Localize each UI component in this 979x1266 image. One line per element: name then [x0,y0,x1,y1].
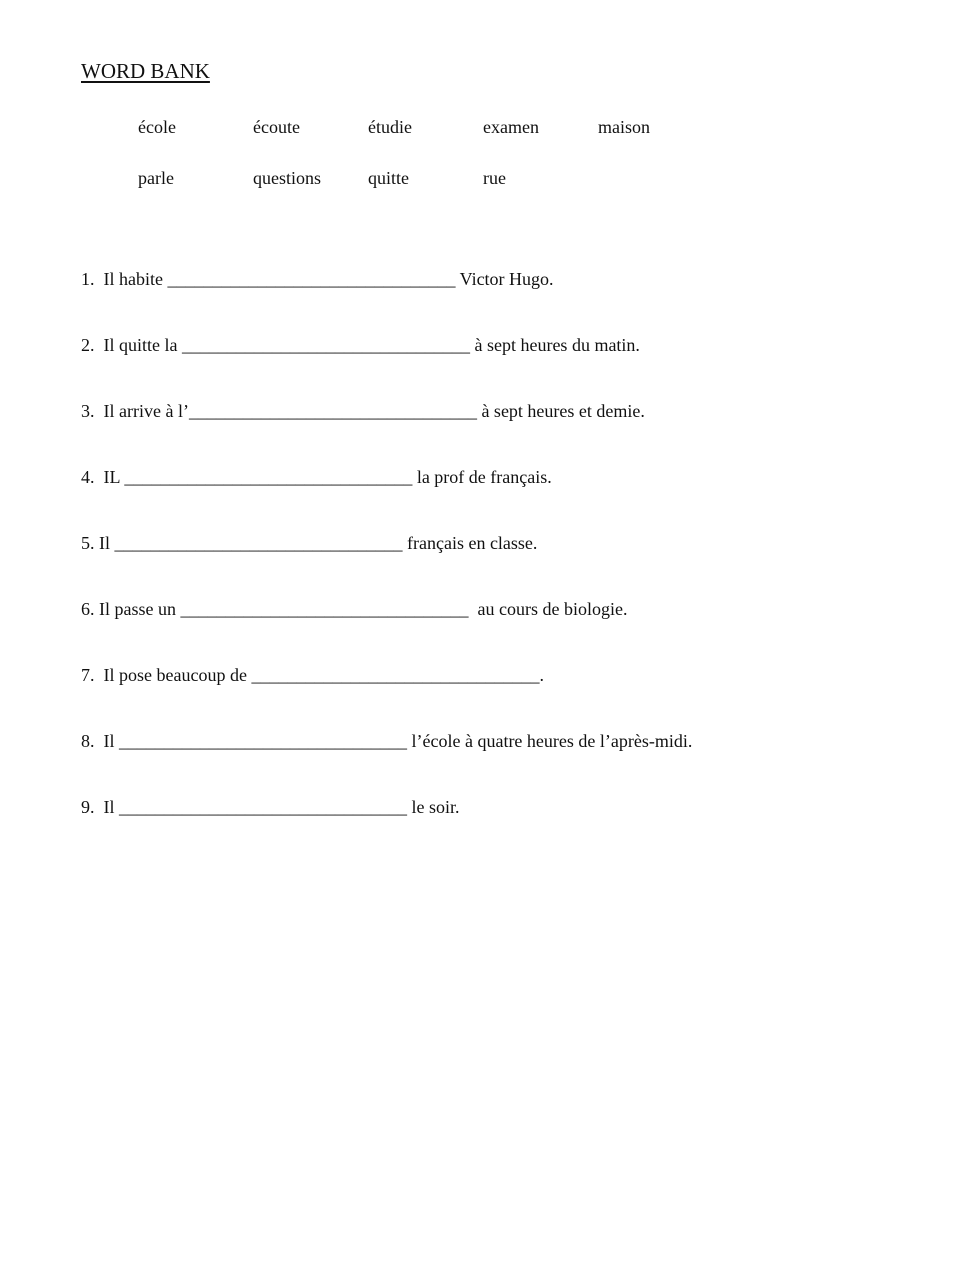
question-3: 3. Il arrive à l’________________________________ à sept heures et demie. [81,401,645,421]
word-bank-item: écoute [253,117,300,137]
word-bank-item: quitte [368,168,409,188]
question-1: 1. Il habite ________________________________ Victor Hugo. [81,269,554,289]
question-9: 9. Il ________________________________ le soir. [81,797,460,817]
word-bank-item: parle [138,168,174,188]
question-2: 2. Il quitte la ________________________________ à sept heures du matin. [81,335,640,355]
word-bank-item: examen [483,117,539,137]
word-bank-item: étudie [368,117,412,137]
question-7: 7. Il pose beaucoup de ________________________________. [81,665,544,685]
question-6: 6. Il passe un ________________________________ au cours de biologie. [81,599,628,619]
word-bank-item: rue [483,168,506,188]
question-5: 5. Il ________________________________ français en classe. [81,533,538,553]
word-bank-item: questions [253,168,322,188]
word-bank-item: maison [598,117,650,137]
question-4: 4. IL ________________________________ la prof de français. [81,467,552,487]
word-bank-item: école [138,117,176,137]
word-bank-title: WORD BANK [81,59,210,83]
question-8: 8. Il ________________________________ l’école à quatre heures de l’après-midi. [81,731,693,751]
